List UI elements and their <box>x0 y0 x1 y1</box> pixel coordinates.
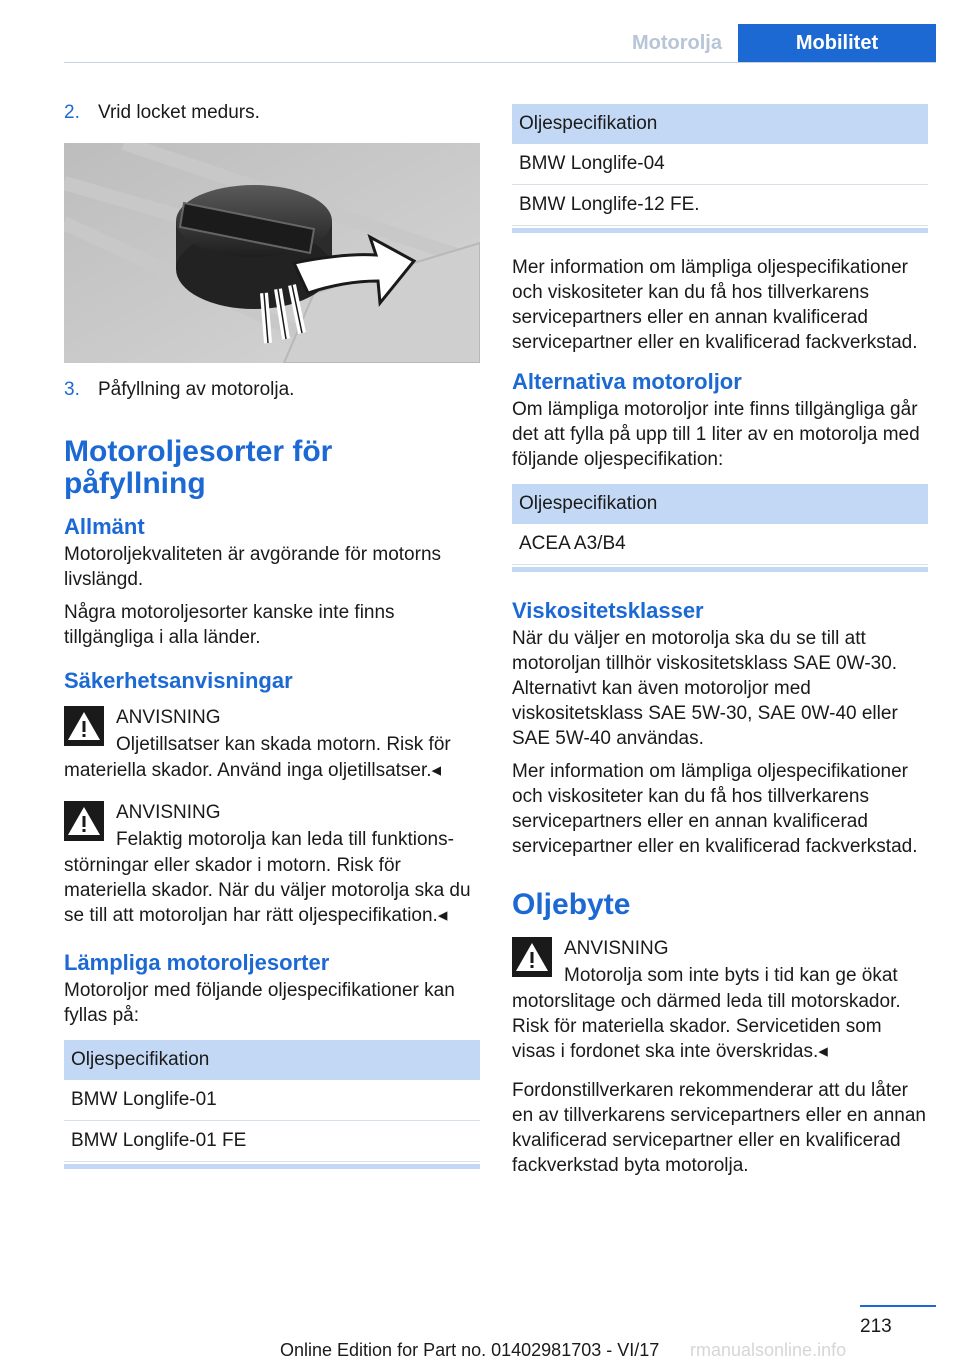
notice-wrong-oil <box>64 799 480 928</box>
oil-cap-photo <box>64 143 480 363</box>
notice-label: ANVISNING <box>564 938 669 959</box>
step-2 <box>64 100 480 125</box>
paragraph: Om lämpliga motoroljor inte finns tillgängliga går det att fylla på upp till 1 liter av en motorolja med följande oljespecifikation: <box>512 399 920 470</box>
table-header: Oljespecifikation <box>64 1040 480 1080</box>
table-bottom-rule <box>512 567 928 572</box>
paragraph: Motoroljor med följande oljespecifikationer kan fyllas på: <box>64 980 455 1026</box>
table-header: Oljespecifikation <box>512 104 928 144</box>
notice-text: Oljetillsatser kan skada motorn. Risk för <box>116 734 451 755</box>
oil-spec-table <box>512 104 928 233</box>
notice-label: ANVISNING <box>116 802 221 823</box>
notice-oil-additives <box>64 704 480 783</box>
footer-edition: Online Edition for Part no. 01402981703 - VI/17 <box>280 1340 660 1360</box>
section-title-oljebyte: Oljebyte <box>512 888 631 921</box>
paragraph: Mer information om lämpliga oljespecifikationer och viskositeter kan du få hos tillverkarens servicepartners eller en annan kvalificerad servicepartner eller en kvalificerad fackverkstad. <box>512 761 918 857</box>
heading-lampliga-motoroljesorter: Lämpliga motoroljesorter <box>64 950 330 975</box>
step-number: 3. <box>64 379 80 400</box>
table-row: BMW Longlife-04 <box>512 144 928 185</box>
table-row: BMW Longlife-12 FE. <box>512 185 928 226</box>
header-divider <box>64 62 936 63</box>
left-column <box>64 100 480 1169</box>
oil-spec-table <box>64 1040 480 1169</box>
heading-alternativa-motoroljor: Alternativa motoroljor <box>512 369 742 394</box>
notice-text: materiella skador. Använd inga oljetillsatser.◂ <box>64 760 442 781</box>
warning-triangle-icon <box>64 801 104 841</box>
notice-text: motorslitage och därmed leda till motorskador. Risk för materiella skador. Servicetiden som visas i fordonet ska inte överskridas.◂ <box>512 991 901 1062</box>
paragraph: Fordonstillverkaren rekommenderar att du låter en av tillverkarens servicepartners eller en annan kvalificerad servicepartner eller en kvalificerad fackverkstad byta motorolja. <box>512 1080 926 1176</box>
notice-oil-change <box>512 935 928 1064</box>
tab-motorolja[interactable]: Motorolja <box>616 24 738 62</box>
warning-triangle-icon <box>512 937 552 977</box>
right-column <box>512 104 928 1186</box>
paragraph: Mer information om lämpliga oljespecifikationer och viskositeter kan du få hos tillverkarens servicepartners eller en annan kvalificerad servicepartner eller en kvalificerad fackverkstad. <box>512 257 918 353</box>
heading-allmant: Allmänt <box>64 514 145 539</box>
table-row: BMW Longlife-01 FE <box>64 1121 480 1162</box>
warning-triangle-icon <box>64 706 104 746</box>
notice-text: Felaktig motorolja kan leda till funktions- <box>116 829 454 850</box>
step-text: Påfyllning av motorolja. <box>98 379 295 400</box>
step-text: Vrid locket medurs. <box>98 102 260 123</box>
heading-viskositetsklasser: Viskositetsklasser <box>512 598 704 623</box>
paragraph: När du väljer en motorolja ska du se till att motoroljan tillhör viskositetsklass SAE 0W-30. Alternativt kan även motoroljor med viskositetsklass SAE 5W-30, SAE 0W-40 eller SAE 5W-40 användas. <box>512 628 898 749</box>
heading-sakerhetsanvisningar: Säkerhetsanvisningar <box>64 668 293 693</box>
paragraph: Några motoroljesorter kanske inte finns tillgängliga i alla länder. <box>64 602 395 648</box>
header-tabs <box>616 24 936 62</box>
table-bottom-rule <box>64 1164 480 1169</box>
notice-text: störningar eller skador i motorn. Risk för materiella skador. När du väljer motorolja ska du se till att motoroljan har rätt oljespecifikation.◂ <box>64 855 471 926</box>
notice-label: ANVISNING <box>116 707 221 728</box>
watermark: rmanualsonline.info <box>690 1340 847 1360</box>
table-row: ACEA A3/B4 <box>512 524 928 565</box>
oil-cap-illustration <box>64 143 480 363</box>
table-row: BMW Longlife-01 <box>64 1080 480 1121</box>
tab-mobilitet[interactable]: Mobilitet <box>738 24 936 62</box>
notice-text: Motorolja som inte byts i tid kan ge ökat <box>564 965 898 986</box>
table-bottom-rule <box>512 228 928 233</box>
table-header: Oljespecifikation <box>512 484 928 524</box>
oil-spec-table <box>512 484 928 572</box>
page-number: 213 <box>860 1316 892 1337</box>
step-number: 2. <box>64 102 80 123</box>
step-3 <box>64 377 480 402</box>
section-title-motoroljesorter: Motoroljesorter för påfyllning <box>64 435 333 500</box>
footer-rule <box>860 1305 936 1307</box>
paragraph: Motoroljekvaliteten är avgörande för motorns livslängd. <box>64 544 442 590</box>
